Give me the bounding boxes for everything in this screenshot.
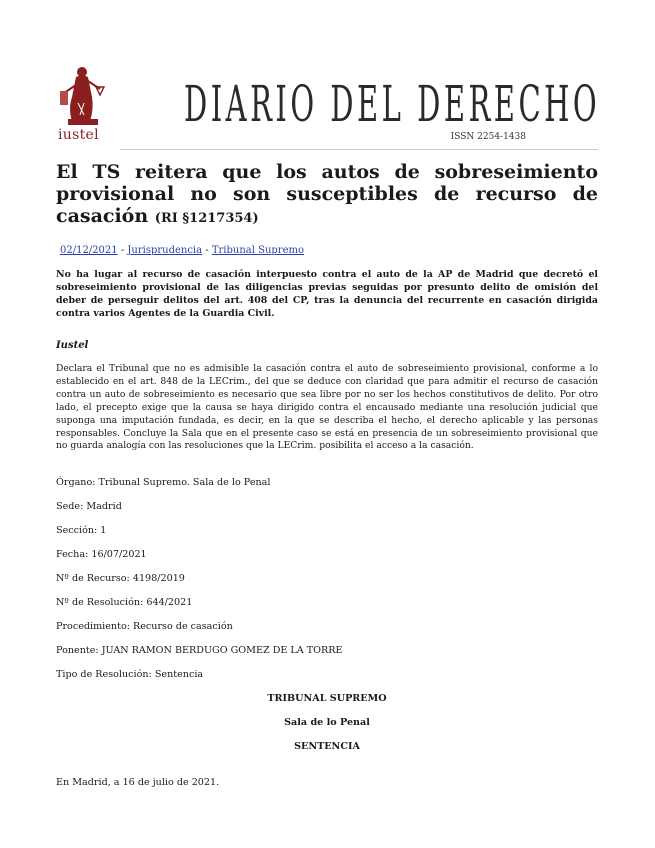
masthead <box>56 63 601 155</box>
meta-separator: - <box>202 245 212 256</box>
court-link[interactable]: Tribunal Supremo <box>211 245 305 256</box>
publication-title: DIARIO DEL DERECHO <box>184 75 601 133</box>
field-resolucion: Nº de Resolución: 644/2021 <box>56 597 193 608</box>
field-tipo: Tipo de Resolución: Sentencia <box>56 669 204 680</box>
iustel-logo <box>56 63 118 143</box>
article-ri-ref: (RI §1217354) <box>154 211 259 226</box>
heading-court: TRIBUNAL SUPREMO <box>267 693 387 704</box>
article-date-link[interactable]: 02/12/2021 <box>60 245 118 256</box>
category-link[interactable]: Jurisprudencia <box>127 245 203 256</box>
field-seccion: Sección: 1 <box>56 525 107 536</box>
lady-justice-icon <box>56 63 118 129</box>
heading-sala: Sala de lo Penal <box>284 717 370 728</box>
field-ponente: Ponente: JUAN RAMON BERDUGO GOMEZ DE LA TORRE <box>56 645 343 656</box>
closing-line: En Madrid, a 16 de julio de 2021. <box>56 777 220 788</box>
masthead-rule <box>120 149 598 150</box>
issn-label: ISSN 2254-1438 <box>450 132 526 142</box>
article-lead: No ha lugar al recurso de casación interpuesto contra el auto de la AP de Madrid que decretó el sobreseimiento provisional de las diligencias previas seguidas por presunto delito de omisión del deber de perseguir delitos del art. 408 del CP, tras la denuncia del recurrente en casación dirigida contra varios Agentes de la Guardia Civil. <box>56 269 598 319</box>
field-procedimiento: Procedimiento: Recurso de casación <box>56 621 233 632</box>
field-recurso: Nº de Recurso: 4198/2019 <box>56 573 185 584</box>
article-title-text: El TS reitera que los autos de sobreseimiento provisional no son susceptibles de recurso de casación <box>56 161 598 227</box>
field-fecha: Fecha: 16/07/2021 <box>56 549 147 560</box>
meta-separator: - <box>117 245 128 256</box>
article-meta <box>60 245 304 256</box>
article-author: Iustel <box>56 340 89 351</box>
article-summary: Declara el Tribunal que no es admisible la casación contra el auto de sobreseimiento provisional, conforme a lo establecido en el art. 848 de la LECrim., del que se deduce con claridad que para admitir el recurso de casación contra un auto de sobreseimiento es necesario que sea libre por no ser los hechos constitutivos de delito. Por otro lado, el precepto exige que la causa se haya dirigido contra el encausado mediante una resolución judicial que suponga una imputación fundada, es decir, en la que se describa el hecho, el derecho aplicable y las personas responsables. Concluye la Sala que en el presente caso se está en presencia de un sobreseimiento provisional que no guarda analogía con las resoluciones que la LECrim. posibilita el acceso a la casación. <box>56 363 598 452</box>
article-title <box>56 161 598 230</box>
heading-sentencia: SENTENCIA <box>294 741 360 752</box>
field-sede: Sede: Madrid <box>56 501 122 512</box>
field-organo: Órgano: Tribunal Supremo. Sala de lo Penal <box>56 477 271 488</box>
logo-text: iustel <box>58 127 99 143</box>
